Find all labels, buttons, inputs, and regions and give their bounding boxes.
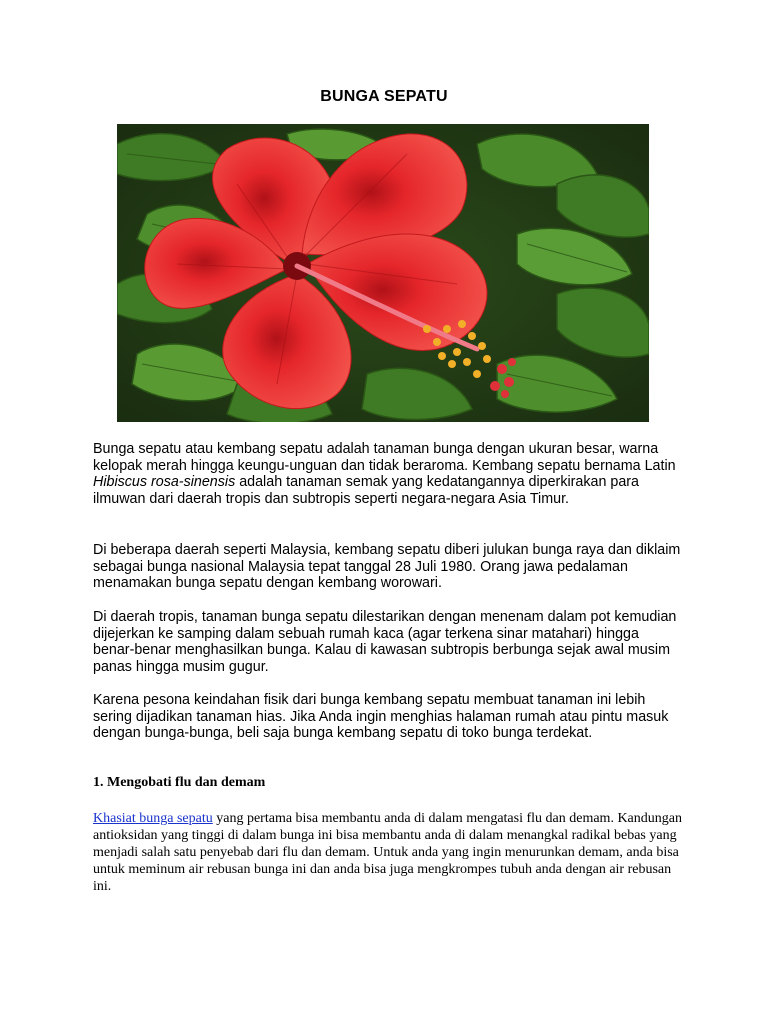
section-body bbox=[93, 810, 683, 895]
latin-name: Hibiscus rosa-sinensis bbox=[93, 474, 236, 490]
khasiat-link[interactable]: Khasiat bunga sepatu bbox=[93, 811, 213, 826]
page-title: BUNGA SEPATU bbox=[320, 88, 448, 105]
hibiscus-flower-photo bbox=[117, 124, 649, 422]
paragraph-intro-after: adalah tanaman semak yang kedatangannya diperkirakan para ilmuwan dari daerah tropis dan subtropis seperti negara-negara Asia Timur. bbox=[93, 474, 639, 507]
paragraph-malaysia: Di beberapa daerah seperti Malaysia, kembang sepatu diberi julukan bunga raya dan diklaim sebagai bunga nasional Malaysia tepat tanggal 28 Juli 1980. Orang jawa pedalaman menamakan bunga sepatu dengan kembang worowari. bbox=[93, 542, 681, 591]
paragraph-intro-before: Bunga sepatu atau kembang sepatu adalah tanaman bunga dengan ukuran besar, warna kelopak merah hingga keungu-unguan dan tidak beraroma. Kembang sepatu bernama Latin bbox=[93, 441, 676, 474]
paragraph-intro bbox=[93, 441, 683, 507]
paragraph-tropis: Di daerah tropis, tanaman bunga sepatu dilestarikan dengan menenam dalam pot kemudian dijejerkan ke samping dalam sebuah rumah kaca (agar terkena sinar matahari) hingga benar-benar menghasilkan bunga. Kalau di kawasan subtropis berbunga sejak awal musim panas hingga musim gugur. bbox=[93, 609, 677, 675]
section-body-text: yang pertama bisa membantu anda di dalam mengatasi flu dan demam. Kandungan antioksidan yang tinggi di dalam bunga ini bisa membantu anda di dalam menangkal radikal bebas yang menjadi salah satu penyebab dari flu dan demam. Untuk anda yang ingin menurunkan demam, anda bisa untuk meminum air rebusan bunga ini dan anda bisa juga mengkrompes tubuh anda dengan air rebusan ini. bbox=[93, 811, 682, 894]
paragraph-hias: Karena pesona keindahan fisik dari bunga kembang sepatu membuat tanaman ini lebih sering dijadikan tanaman hias. Jika Anda ingin menghias halaman rumah atau pintu masuk dengan bunga-bunga, beli saja bunga kembang sepatu di toko bunga terdekat. bbox=[93, 692, 669, 741]
section-heading: 1. Mengobati flu dan demam bbox=[93, 775, 266, 790]
hibiscus-icon bbox=[117, 124, 649, 422]
